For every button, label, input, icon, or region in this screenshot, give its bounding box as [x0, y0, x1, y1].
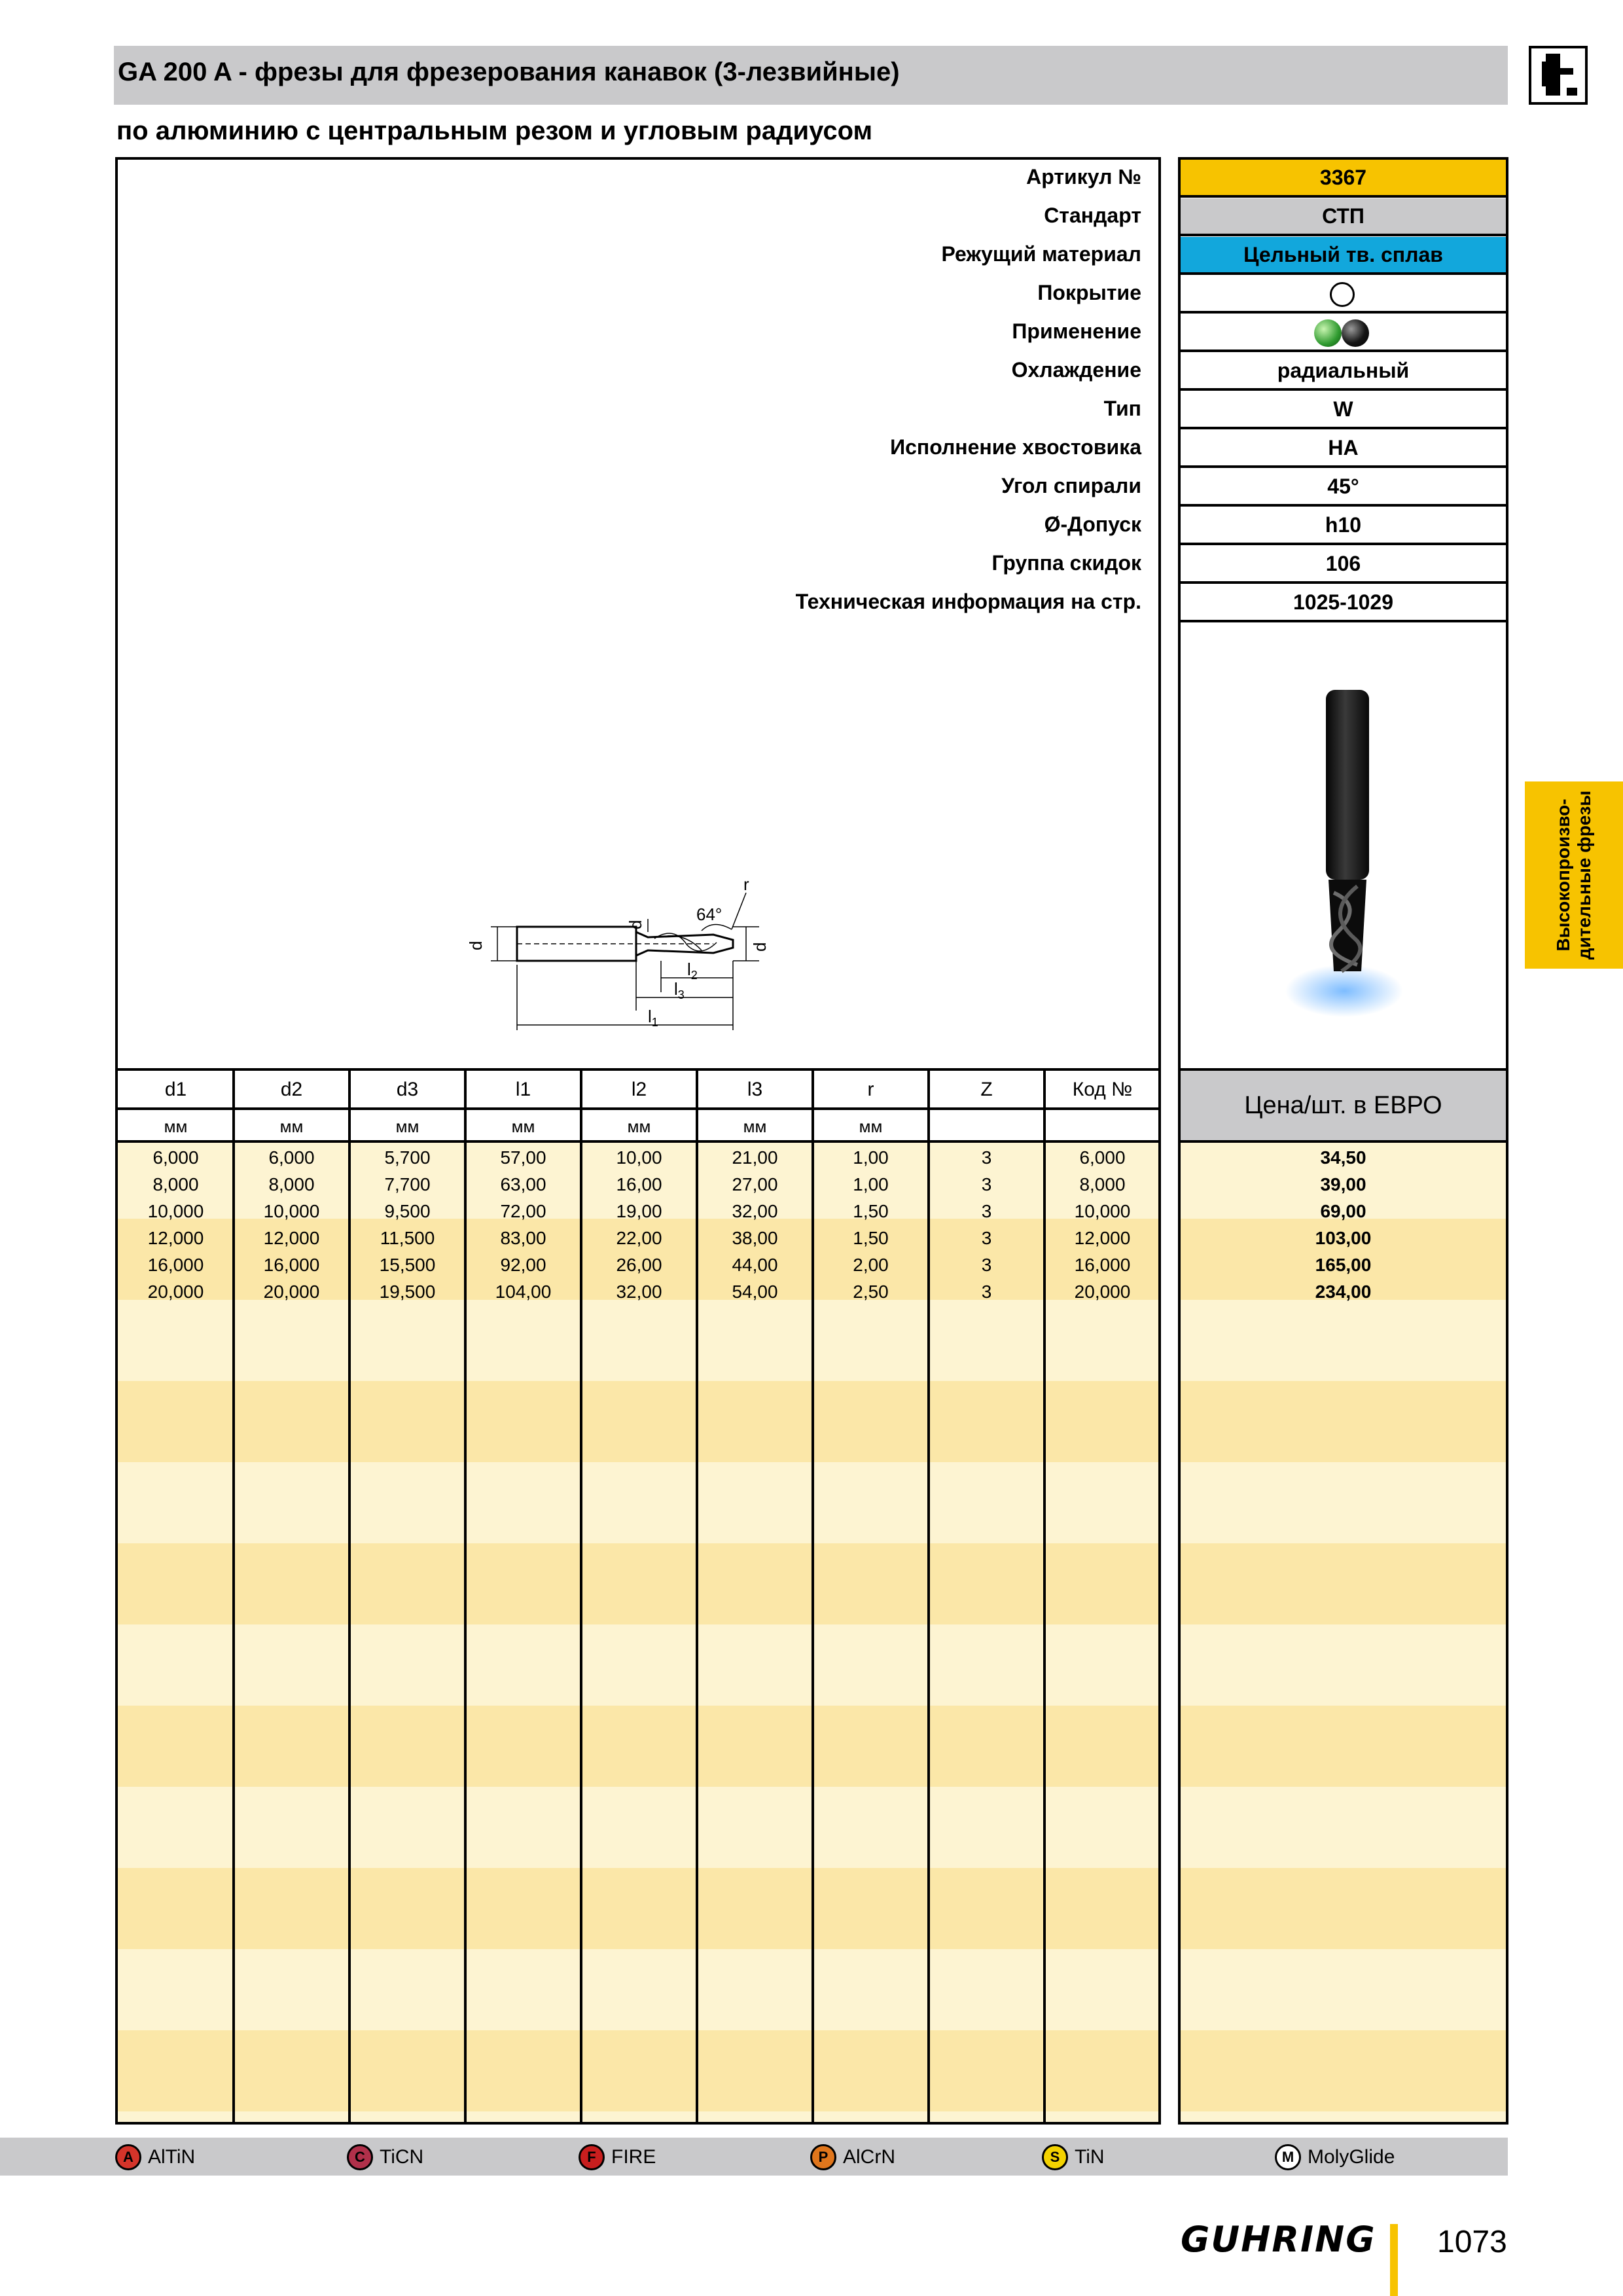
row-band — [118, 1949, 1158, 2030]
table-cell: 1,00 — [853, 1174, 889, 1194]
row-band — [1181, 1543, 1506, 1624]
table-cell: 20,000 — [263, 1282, 320, 1302]
table-cell: 20,000 — [147, 1282, 204, 1302]
table-cell: 92,00 — [500, 1255, 546, 1275]
table-cell: 16,00 — [616, 1174, 662, 1194]
spec-label: Угол спирали — [1001, 474, 1141, 497]
column-header: r — [867, 1079, 874, 1100]
column-header: Код № — [1072, 1079, 1133, 1100]
brand-logo: GUHRING — [1181, 2219, 1376, 2260]
coating-molyglide-icon: M — [1275, 2144, 1301, 2170]
spec-value: СТП — [1181, 198, 1506, 236]
spec-values-panel — [1178, 157, 1508, 1071]
coating-fire-icon: F — [579, 2144, 605, 2170]
table-cell: 32,00 — [732, 1201, 778, 1221]
spec-label: Стандарт — [1044, 204, 1141, 227]
page-title: GA 200 A - фрезы для фрезерования канавок (3-лезвийные) — [118, 58, 900, 86]
column-header: l2 — [631, 1079, 647, 1100]
table-cell: 10,000 — [263, 1201, 320, 1221]
price-table — [1178, 1068, 1508, 2125]
column-header: l1 — [515, 1079, 531, 1100]
row-band — [118, 1462, 1158, 1543]
coating-legend-item — [810, 2144, 895, 2170]
spec-value: W — [1181, 391, 1506, 429]
spec-value — [1181, 314, 1506, 352]
spec-label: Ø-Допуск — [1044, 512, 1141, 536]
table-cell: 27,00 — [732, 1174, 778, 1194]
spec-value — [1181, 276, 1506, 314]
d1-label: d — [750, 942, 770, 952]
spec-label: Охлаждение — [1011, 358, 1141, 382]
row-band — [118, 1706, 1158, 1787]
column-header: d2 — [280, 1079, 303, 1100]
unit-cell — [929, 1110, 1044, 1143]
table-cell: 5,700 — [384, 1147, 431, 1168]
coating-label: FIRE — [611, 2146, 656, 2168]
table-cell: 12,000 — [1074, 1228, 1131, 1248]
coating-ticn-icon: C — [347, 2144, 373, 2170]
table-cell: 19,00 — [616, 1201, 662, 1221]
spec-value: 1025-1029 — [1181, 584, 1506, 622]
table-cell: 16,000 — [1074, 1255, 1131, 1275]
coating-label: MolyGlide — [1308, 2146, 1395, 2168]
table-cell: 83,00 — [500, 1228, 546, 1248]
coating-label: AlTiN — [148, 2146, 196, 2168]
table-cell: 44,00 — [732, 1255, 778, 1275]
price-cell: 103,00 — [1315, 1228, 1372, 1248]
price-cell: 69,00 — [1320, 1201, 1366, 1221]
application-green-icon — [1314, 319, 1342, 347]
brand-divider — [1390, 2224, 1398, 2296]
table-cell: 3 — [981, 1147, 992, 1168]
table-cell: 15,500 — [379, 1255, 436, 1275]
table-cell: 26,00 — [616, 1255, 662, 1275]
table-cell: 9,500 — [384, 1201, 431, 1221]
table-cell: 57,00 — [500, 1147, 546, 1168]
row-band — [1181, 1381, 1506, 1462]
table-cell: 8,000 — [152, 1174, 199, 1194]
row-band — [1181, 2111, 1506, 2122]
spec-label: Покрытие — [1037, 281, 1141, 304]
unit-cell — [1044, 1110, 1160, 1143]
coating-tin-icon: S — [1042, 2144, 1068, 2170]
uncoated-icon — [1330, 282, 1355, 307]
row-band — [1181, 1949, 1506, 2030]
column-header: d1 — [164, 1079, 187, 1100]
spec-label: Применение — [1012, 319, 1141, 343]
page-subtitle: по алюминию с центральным резом и угловым радиусом — [116, 117, 873, 145]
table-cell: 7,700 — [384, 1174, 431, 1194]
row-band — [118, 1300, 1158, 1381]
price-cell: 39,00 — [1320, 1174, 1366, 1194]
table-cell: 16,000 — [147, 1255, 204, 1275]
page-number: 1073 — [1437, 2225, 1507, 2259]
row-band — [1181, 1787, 1506, 1868]
operation-icon — [1529, 46, 1588, 105]
table-cell: 1,50 — [853, 1201, 889, 1221]
coating-legend-item — [579, 2144, 656, 2170]
price-cell: 165,00 — [1315, 1255, 1372, 1275]
unit-cell: мм — [164, 1117, 188, 1136]
coating-label: TiN — [1075, 2146, 1105, 2168]
coating-legend-item — [115, 2144, 195, 2170]
row-band — [1181, 2030, 1506, 2111]
table-cell: 2,50 — [853, 1282, 889, 1302]
table-cell: 72,00 — [500, 1201, 546, 1221]
spec-value: h10 — [1181, 507, 1506, 545]
side-tab-label: Высокопроизво-дительные фрезы — [1553, 790, 1594, 960]
d2-label: d — [466, 941, 486, 950]
table-cell: 16,000 — [263, 1255, 320, 1275]
table-cell: 21,00 — [732, 1147, 778, 1168]
row-band — [1181, 1624, 1506, 1706]
unit-cell: мм — [395, 1117, 419, 1136]
table-cell: 6,000 — [1079, 1147, 1126, 1168]
row-band — [118, 2111, 1158, 2122]
table-cell: 22,00 — [616, 1228, 662, 1248]
spec-label: Техническая информация на стр. — [795, 590, 1141, 613]
row-band — [1181, 1706, 1506, 1787]
spec-panel — [115, 157, 1161, 1071]
section-side-tab[interactable] — [1525, 781, 1623, 969]
spec-value: 45° — [1181, 469, 1506, 507]
table-cell: 32,00 — [616, 1282, 662, 1302]
table-cell: 63,00 — [500, 1174, 546, 1194]
table-cell: 38,00 — [732, 1228, 778, 1248]
spec-value: HA — [1181, 430, 1506, 468]
table-cell: 3 — [981, 1174, 992, 1194]
tool-photo — [1279, 683, 1410, 1037]
row-band — [1181, 1300, 1506, 1381]
radius-label: r — [743, 880, 749, 894]
spec-value: радиальный — [1181, 353, 1506, 391]
table-cell: 20,000 — [1074, 1282, 1131, 1302]
row-band — [118, 1543, 1158, 1624]
table-cell: 54,00 — [732, 1282, 778, 1302]
coating-legend-item — [1042, 2144, 1105, 2170]
column-header: Z — [980, 1079, 993, 1100]
table-cell: 8,000 — [268, 1174, 315, 1194]
table-cell: 12,000 — [263, 1228, 320, 1248]
application-black-icon — [1342, 319, 1369, 347]
row-band — [118, 1624, 1158, 1706]
table-cell: 1,50 — [853, 1228, 889, 1248]
spec-label: Режущий материал — [941, 242, 1141, 266]
table-cell: 11,500 — [380, 1228, 435, 1248]
table-cell: 12,000 — [147, 1228, 204, 1248]
table-cell: 10,000 — [1074, 1201, 1131, 1221]
unit-cell: мм — [859, 1117, 883, 1136]
column-header: d3 — [396, 1079, 419, 1100]
table-cell: 2,00 — [853, 1255, 889, 1275]
column-header: l3 — [747, 1079, 763, 1100]
price-cell: 234,00 — [1315, 1282, 1372, 1302]
spec-value: 106 — [1181, 546, 1506, 584]
coating-legend-item — [347, 2144, 423, 2170]
l3-label: $l_3$ — [674, 979, 685, 1001]
row-band — [118, 1787, 1158, 1868]
price-header: Цена/шт. в ЕВРО — [1181, 1071, 1506, 1143]
dimensions-table — [115, 1068, 1161, 2125]
row-band — [1181, 1868, 1506, 1949]
table-cell: 8,000 — [1079, 1174, 1126, 1194]
row-band — [118, 1381, 1158, 1462]
table-cell: 1,00 — [853, 1147, 889, 1168]
price-cell: 34,50 — [1320, 1147, 1366, 1168]
l1-label: $l_1$ — [648, 1007, 658, 1029]
coating-alcrn-icon: P — [810, 2144, 836, 2170]
coating-label: TiCN — [380, 2146, 424, 2168]
table-cell: 3 — [981, 1201, 992, 1221]
unit-cell: мм — [743, 1117, 767, 1136]
table-cell: 3 — [981, 1282, 992, 1302]
table-cell: 6,000 — [152, 1147, 199, 1168]
unit-cell: мм — [627, 1117, 651, 1136]
angle-label: 64° — [696, 905, 722, 924]
table-cell: 6,000 — [268, 1147, 315, 1168]
l2-label: $l_2$ — [687, 960, 698, 982]
unit-cell: мм — [511, 1117, 535, 1136]
spec-label: Артикул № — [1026, 165, 1141, 188]
table-cell: 3 — [981, 1228, 992, 1248]
spec-label: Тип — [1103, 397, 1141, 420]
table-cell: 19,500 — [379, 1282, 436, 1302]
table-cell: 10,000 — [147, 1201, 204, 1221]
spec-label: Исполнение хвостовика — [890, 435, 1141, 459]
coating-legend-item — [1275, 2144, 1395, 2170]
row-band — [1181, 1462, 1506, 1543]
table-cell: 10,00 — [616, 1147, 662, 1168]
spec-label: Группа скидок — [991, 551, 1141, 575]
d3-label: d — [626, 920, 645, 929]
table-cell: 104,00 — [495, 1282, 552, 1302]
spec-value: Цельный тв. сплав — [1181, 237, 1506, 275]
spec-value: 3367 — [1181, 160, 1506, 198]
unit-cell: мм — [279, 1117, 304, 1136]
row-band — [118, 2030, 1158, 2111]
table-cell: 3 — [981, 1255, 992, 1275]
coating-label: AlCrN — [843, 2146, 895, 2168]
coating-altin-icon: A — [115, 2144, 141, 2170]
row-band — [118, 1868, 1158, 1949]
